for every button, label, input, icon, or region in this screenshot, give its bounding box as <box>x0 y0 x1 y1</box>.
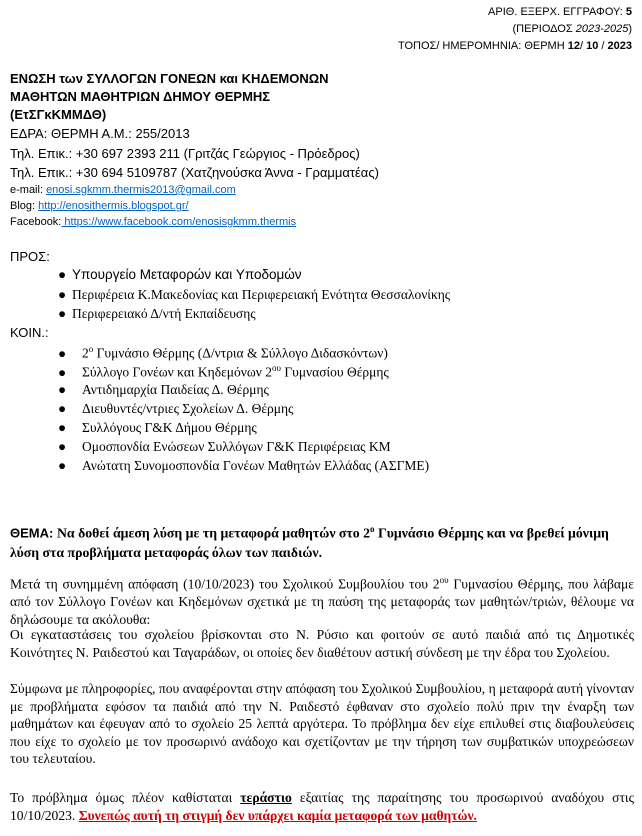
to-item <box>58 267 302 282</box>
period-value: 2023-2025 <box>575 23 629 35</box>
blog-link[interactable]: http://enosithermis.blogspot.gr/ <box>38 200 189 212</box>
to-item-text: Υπουργείο Μεταφορών και Υποδομών <box>72 267 302 282</box>
cc-label: ΚΟΙΝ.: <box>10 325 49 340</box>
org-seat: ΕΔΡΑ: ΘΕΡΜΗ Α.Μ.: 255/2013 <box>10 126 190 141</box>
p4-text-1: Το πρόβλημα όμως πλέον καθίσταται <box>10 790 241 805</box>
date-year: 2023 <box>607 40 632 52</box>
cc-item-text: Αντιδημαρχία Παιδείας Δ. Θέρμης <box>82 382 269 397</box>
cc-item-text: Συλλόγους Γ&Κ Δήμου Θέρμης <box>82 420 257 435</box>
bullet-icon: ● <box>58 364 67 380</box>
bullet-icon: ● <box>58 345 67 361</box>
cc-item-text-2: Γυμνασίου Θέρμης <box>280 364 389 380</box>
p4-text-2: εξαιτίας της παραίτησης του προσωρινού αναδόχου στις 10/10/2023. <box>10 790 634 823</box>
bullet-icon: ● <box>58 382 67 397</box>
p4-emphasis: τεράστιο <box>240 790 292 805</box>
period-suffix: ) <box>628 23 632 35</box>
bullet-icon: ● <box>58 439 67 454</box>
cc-item <box>58 458 429 474</box>
document-number-line <box>488 6 632 18</box>
cc-item <box>58 344 388 362</box>
body-paragraph-1 <box>10 572 634 628</box>
bullet-icon: ● <box>58 306 67 321</box>
p1-text-2: Γυμνασίου Θέρμης, που λάβαμε από τον Σύλλογο Γονέων και Κηδεμόνων σχετικά με τη παύση της μεταφοράς των μαθητών/τριών, θέλουμε να δηλώσουμε τα ακόλουθα: <box>10 576 634 627</box>
period-line <box>513 23 632 35</box>
p1-sup: ου <box>439 575 449 585</box>
bullet-icon: ● <box>58 420 67 435</box>
org-acronym: (ΕτΣΓκΚΜΜΔΘ) <box>10 107 107 122</box>
place-date-line <box>398 40 632 52</box>
cc-item-sup: ου <box>271 363 281 373</box>
facebook-link[interactable]: https://www.facebook.com/enosisgkmm.thermis <box>61 216 297 228</box>
document-number-label: ΑΡΙΘ. ΕΞΕΡΧ. ΕΓΓΡΑΦΟΥ: <box>488 6 626 18</box>
blog-line <box>10 200 189 212</box>
to-item-text: Περιφέρεια Κ.Μακεδονίας και Περιφερειακή Ενότητα Θεσσαλονίκης <box>72 287 451 302</box>
cc-item <box>58 363 389 381</box>
subject-text-2: Γυμνάσιο Θέρμης και να βρεθεί μόνιμη λύση στα προβλήματα μεταφοράς όλων των παιδιών. <box>10 525 609 560</box>
to-item-text: Περιφερειακό Δ/ντή Εκπαίδευσης <box>72 306 256 321</box>
body-paragraph-4 <box>10 789 634 824</box>
body-paragraph-3: Σύμφωνα με πληροφορίες, που αναφέρονται στην απόφαση του Σχολικού Συμβουλίου, η μεταφορά αυτή γίνονταν με προβλήματα εφόσον τα παιδιά από την Ν. Ραιδεστό έφθαναν στο σχολείο πολύ πριν την έναρξη των μαθημάτων και έφευγαν από το σχολείο 25 λεπτά αργότερα. Το πρόβλημα δεν είχε επιλυθεί στις διαβουλεύσεις που είχε το σχολείο με τον προσωρινό ανάδοχο και σχετίζονταν με την τήρηση των συμβατικών υποχρεώσεων του τελευταίου. <box>10 681 634 767</box>
cc-item <box>58 439 391 455</box>
email-label: e-mail: <box>10 184 47 196</box>
cc-item-text: Γυμνάσιο Θέρμης (Δ/ντρια & Σύλλογο Διδασκόντων) <box>93 345 388 361</box>
org-name-line-2: ΜΑΘΗΤΩΝ ΜΑΘΗΤΡΙΩΝ ΔΗΜΟΥ ΘΕΡΜΗΣ <box>10 89 271 104</box>
to-item <box>58 287 450 303</box>
org-phone-secretary: Τηλ. Επικ.: +30 694 5109787 (Χατζηνούσκα Άννα - Γραμματέας) <box>10 165 379 180</box>
cc-item-sup: ο <box>88 344 94 354</box>
bullet-icon: ● <box>58 401 67 416</box>
cc-item <box>58 420 257 436</box>
date-day: 12 <box>567 40 580 52</box>
period-prefix: (ΠΕΡΙΟΔΟΣ <box>512 23 576 35</box>
facebook-line <box>10 216 296 228</box>
subject <box>10 520 634 562</box>
cc-item-text: Σύλλογο Γονέων και Κηδεμόνων 2 <box>82 364 272 380</box>
email-line <box>10 184 236 196</box>
cc-item-text: Ομοσπονδία Ενώσεων Συλλόγων Γ&Κ Περιφέρειας ΚΜ <box>82 439 391 454</box>
subject-sup: ο <box>370 524 375 534</box>
bullet-icon: ● <box>58 458 67 473</box>
to-label: ΠΡΟΣ: <box>10 249 50 264</box>
cc-item-num: 2 <box>82 345 89 361</box>
date-sep-1: / <box>579 40 587 52</box>
cc-item-text: Διευθυντές/ντριες Σχολείων Δ. Θέρμης <box>82 401 294 416</box>
cc-item <box>58 401 293 417</box>
place-date-label: ΤΟΠΟΣ/ ΗΜΕΡΟΜΗΝΙΑ: ΘΕΡΜΗ <box>397 40 568 52</box>
subject-label: ΘΕΜΑ: <box>10 525 57 541</box>
bullet-icon: ● <box>58 287 67 302</box>
document-number: 5 <box>625 6 632 18</box>
facebook-label: Facebook: <box>10 216 62 228</box>
email-link[interactable]: enosi.sgkmm.thermis2013@gmail.com <box>46 184 236 196</box>
cc-item-text: Ανώτατη Συνομοσπονδία Γονέων Μαθητών Ελλάδας (ΑΣΓΜΕ) <box>82 458 430 473</box>
to-item <box>58 306 256 322</box>
bullet-icon: ● <box>58 267 67 282</box>
p1-text-1: Μετά τη συνημμένη απόφαση (10/10/2023) του Σχολικού Συμβουλίου του 2 <box>10 576 440 592</box>
date-month: 10 <box>586 40 599 52</box>
blog-label: Blog: <box>10 200 39 212</box>
org-phone-president: Τηλ. Επικ.: +30 697 2393 211 (Γριτζάς Γεώργιος - Πρόεδρος) <box>10 146 360 161</box>
cc-item <box>58 382 269 398</box>
subject-text-1: Να δοθεί άμεση λύση με τη μεταφορά μαθητών στο 2 <box>56 525 371 541</box>
date-sep-2: / <box>598 40 608 52</box>
p4-red-statement: Συνεπώς αυτή τη στιγμή δεν υπάρχει καμία μεταφορά των μαθητών. <box>78 807 477 823</box>
org-name-line-1: ΕΝΩΣΗ των ΣΥΛΛΟΓΩΝ ΓΟΝΕΩΝ και ΚΗΔΕΜΟΝΩΝ <box>10 71 329 86</box>
body-paragraph-2: Οι εγκαταστάσεις του σχολείου βρίσκονται στο Ν. Ρύσιο και φοιτούν σε αυτό παιδιά από τις Δημοτικές Κοινότητες Ν. Ραιδεστού και Ταγαράδων, οι οποίες δεν διαθέτουν αστική σύνδεση με την έδρα του Σχολείου. <box>10 627 634 660</box>
